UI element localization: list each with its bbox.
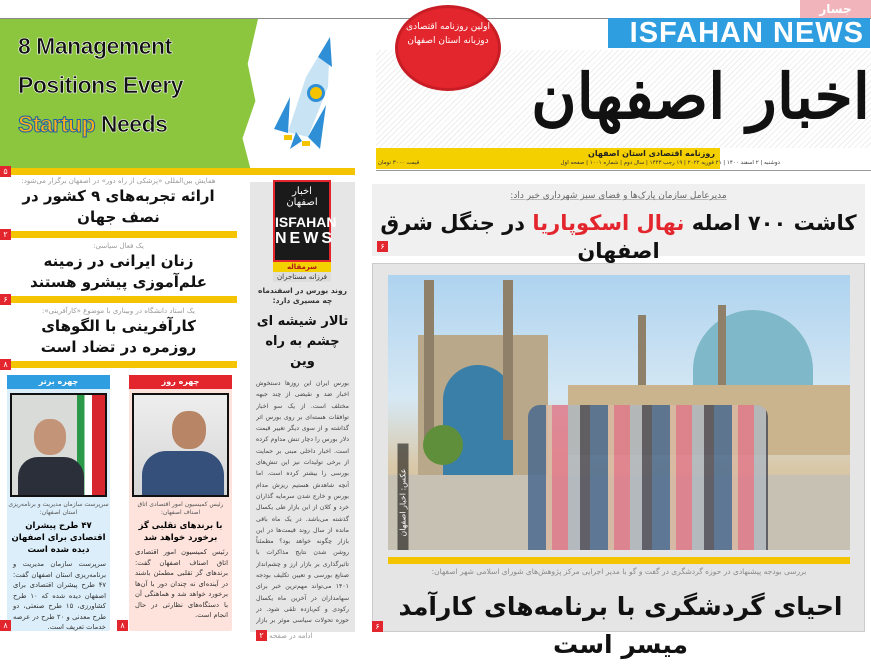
editorial-author: فرزانه مستاجران bbox=[273, 272, 331, 282]
story-headline[interactable]: زنان ایرانی در زمینه علم‌آموزی پیشرو هستند bbox=[29, 252, 208, 291]
main-story-headline[interactable]: احیای گردشگری با برنامه‌های کارآمد میسر است bbox=[398, 592, 843, 659]
ad-highlight: Startup bbox=[18, 111, 95, 137]
page-badge: ۶ bbox=[0, 294, 11, 305]
divider bbox=[0, 296, 237, 303]
portrait-photo bbox=[10, 393, 107, 497]
editorial-headline[interactable]: تالار شیشه ای چشم به راه وین bbox=[256, 314, 349, 369]
persian-title-logo: اخبار اصفهان bbox=[531, 60, 870, 133]
page-badge: ۶ bbox=[372, 621, 383, 632]
left-story-1[interactable] bbox=[0, 177, 237, 228]
portrait-photo bbox=[132, 393, 229, 497]
editorial-logo bbox=[273, 180, 337, 262]
editorial-body: بورس ایران این روزها دستخوش اخبار ضد و نقیضی از چند جبهه مختلف است. از یک سو اخبار توافقات هسته‌ای بر روی بورس اثر گذاشته و از سوی دیگر تغییر قیمت دلار بورس را دچار تنش مداوم کرده است. اخبار داخلی مبنی بر حمایت از برخی تولیدات نیز این تنش‌های بورسی را بیشتر کرده است. اما آنچه شاهدش هستیم ریزش مدام بورس و خارج شدن سرمایه گذاران خرد و کلان از این بازار طی یکسال گذشته می‌باشد. در یک ماه باقی مانده از سال روند قیمت‌ها در این بازار چگونه خواهد بود؟ مطمئناً روشن شدن نتایج مذاکرات با تاثیرگذاری بر بازار ارز و چشم‌انداز صنایع بورسی و تعیین تکلیف بودجه ۱۴۰۱ می‌تواند مهم‌ترین خبر برای سهامداران در آخرین ماه یکسال رکودی و کم‌بازده تلقی شود. در حوزه تحولات سیاسی موثر بر بازار bbox=[256, 380, 349, 625]
editorial-section: سرمقاله bbox=[273, 262, 331, 272]
divider bbox=[0, 231, 237, 238]
continued-label: ادامه در صفحه bbox=[269, 632, 313, 640]
seal-badge: اولین روزنامه اقتصادی دوزبانه استان اصفهان bbox=[398, 8, 498, 88]
face-body: سرپرست سازمان مدیریت و برنامه‌ریزی استان اصفهان گفت: ۴۷ طرح پیشران اقتصادی برای اصفهان دیده شده که ۱۰ طرح کشاورزی، ۱۵ طرح صنعتی، دو طرح معدنی و ۲۰ طرح در عرصه خدمات تعریف است. bbox=[13, 560, 107, 631]
tagline: روزنامه اقتصادی استان اصفهان bbox=[588, 149, 715, 158]
logo-en: ISFAHAN bbox=[275, 214, 337, 230]
ad-line-2: Positions Every bbox=[18, 72, 184, 98]
page-badge: ۲ bbox=[0, 229, 11, 240]
story-kicker: همایش بین‌المللی «پزشکی از راه دور» در اصفهان برگزار می‌شود: bbox=[21, 177, 216, 185]
dateline: دوشنبه | ۲ اسفند ۱۴۰۰ | ۲۱ فوریه ۲۰۲۲ | ۱۹ رجب ۱۴۴۳ | سال دوم | شماره ۱۰۰۱ | صفحه اول bbox=[560, 160, 780, 166]
logo-en-2: NEWS bbox=[275, 230, 335, 247]
masthead-rule bbox=[376, 170, 871, 171]
left-story-3[interactable] bbox=[0, 307, 237, 358]
top-story[interactable] bbox=[372, 184, 865, 263]
ad-line-3 bbox=[18, 111, 167, 138]
face-top-card[interactable] bbox=[7, 375, 110, 631]
headline-part: در جنگل شرق اصفهان bbox=[380, 211, 660, 263]
story-kicker: یک استاد دانشگاه در وبیناری با موضوع «کارآفرینی»: bbox=[42, 307, 195, 315]
mosque-photo bbox=[388, 275, 850, 550]
left-stories bbox=[0, 177, 237, 372]
face-caption: رئیس کمیسیون امور اقتصادی اتاق اصناف اصفهان: bbox=[137, 501, 224, 516]
divider bbox=[388, 557, 850, 564]
ad-line-3-rest: Needs bbox=[100, 111, 168, 137]
face-header: چهره روز bbox=[129, 375, 232, 389]
page-badge: ۸ bbox=[0, 620, 11, 631]
mosque-dome bbox=[693, 310, 813, 390]
startup-ad[interactable] bbox=[0, 19, 355, 168]
face-headline[interactable]: با برندهای تقلبی گز برخورد خواهد شد bbox=[138, 521, 223, 543]
price: قیمت ۳۰۰۰ تومان bbox=[378, 160, 420, 166]
page-badge: ۵ bbox=[0, 166, 11, 177]
tourist-group bbox=[528, 405, 768, 550]
story-kicker: یک فعال سیاسی: bbox=[93, 242, 144, 250]
editorial-kicker: روند بورس در اسفندماه چه مسیری دارد: bbox=[258, 286, 347, 305]
face-caption: سرپرست سازمان مدیریت و برنامه‌ریزی استان اصفهان: bbox=[8, 501, 109, 516]
top-story-headline[interactable] bbox=[372, 209, 865, 265]
english-title: ISFAHAN NEWS bbox=[608, 18, 870, 48]
headline-highlight: نهال اسکوپاریا bbox=[532, 211, 685, 235]
face-of-day-card[interactable] bbox=[129, 375, 232, 631]
story-headline[interactable]: کارآفرینی با الگوهای روزمره در تضاد است bbox=[40, 317, 197, 356]
face-headline[interactable]: ۴۷ طرح پیشران اقتصادی برای اصفهان دیده شده است bbox=[11, 521, 106, 555]
page-badge: ۶ bbox=[377, 241, 388, 252]
headline-part: کاشت ۷۰۰ اصله bbox=[684, 211, 857, 235]
photo-credit: عکس: اخبار اصفهان bbox=[398, 444, 409, 551]
page-badge: ۸ bbox=[117, 620, 128, 631]
ad-line-1: 8 Management bbox=[18, 33, 172, 59]
ad-divider bbox=[10, 168, 355, 175]
corner-tag: جسار bbox=[800, 0, 871, 18]
page-badge: ۸ bbox=[0, 359, 11, 370]
main-story-kicker: بررسی بودجه پیشنهادی در حوزه گردشگری در گفت و گو با مدیر اجرایی مرکز پژوهش‌های شورای اسلامی شهر اصفهان: bbox=[431, 567, 807, 576]
top-story-kicker: مدیرعامل سازمان پارک‌ها و فضای سبز شهرداری خبر داد: bbox=[510, 191, 727, 201]
face-body: رئیس کمیسیون امور اقتصادی اتاق اصناف اصفهان گفت: برندهای گز تقلبی مطمئن باشند در آینده‌ای نه چندان دور با آن‌ها برخورد خواهد شد و هماهنگی آن با دستگاه‌های نظارتی در حال انجام است. bbox=[135, 548, 228, 619]
logo-fa: اخبار اصفهان bbox=[286, 186, 318, 208]
left-story-2[interactable] bbox=[0, 242, 237, 293]
face-header: چهره برتر bbox=[7, 375, 110, 389]
story-headline[interactable]: ارائه تجربه‌های ۹ کشور در نصف جهان bbox=[22, 187, 215, 226]
rocket-icon bbox=[268, 37, 338, 157]
divider bbox=[0, 361, 237, 368]
page-badge: ۲ bbox=[256, 630, 267, 641]
